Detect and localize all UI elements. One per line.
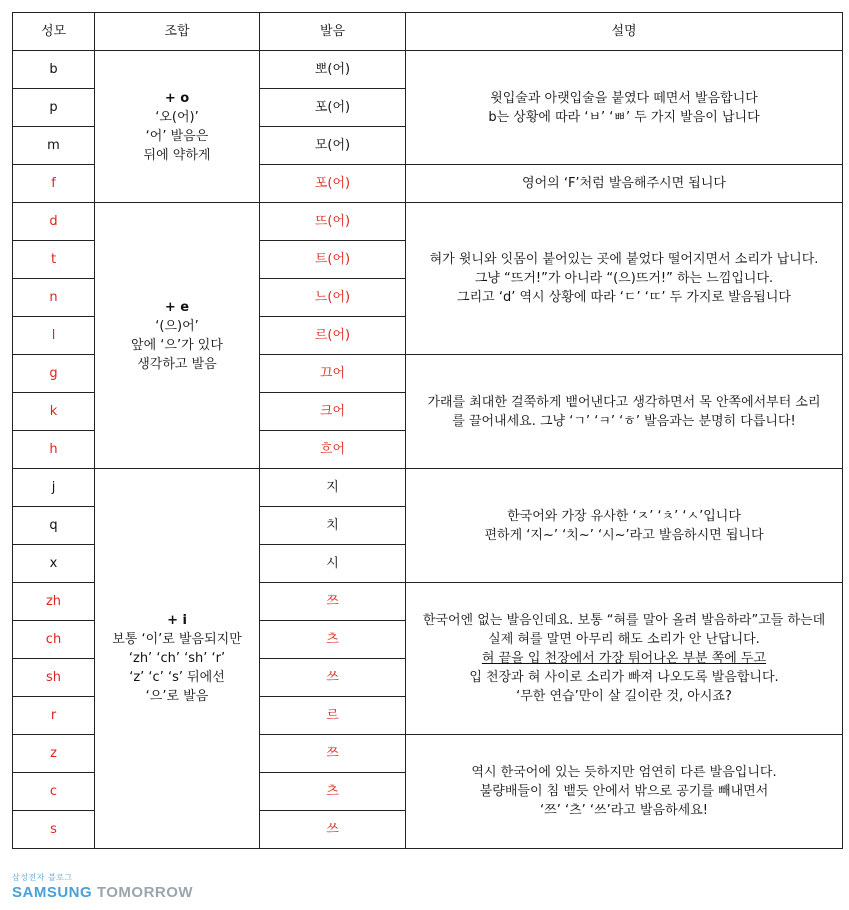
desc-cell-bpm xyxy=(406,51,843,165)
header-initial: 성모 xyxy=(13,13,95,51)
initial-cell: j xyxy=(13,469,95,507)
pron-cell: 츠 xyxy=(260,621,406,659)
initial-cell: h xyxy=(13,431,95,469)
pron-cell: 시 xyxy=(260,545,406,583)
pron-cell: 쓰 xyxy=(260,659,406,697)
desc-line: 를 끌어내세요. 그냥 ‘ㄱ’ ‘ㅋ’ ‘ㅎ’ 발음과는 분명히 다릅니다! xyxy=(452,413,796,429)
desc-line: 그냥 “뜨거!”가 아니라 “(으)뜨거!” 하는 느낌입니다. xyxy=(474,271,774,286)
initial-cell: g xyxy=(13,355,95,393)
desc-line: 편하게 ‘지~’ ‘치~’ ‘시~’라고 발음하시면 됩니다 xyxy=(484,527,764,543)
table-row xyxy=(13,469,843,507)
desc-line: 혀가 윗니와 잇몸이 붙어있는 곳에 붙었다 떨어지면서 소리가 납니다. xyxy=(429,252,819,267)
initial-cell: s xyxy=(13,811,95,849)
desc-line: 가래를 최대한 걸쭉하게 뱉어낸다고 생각하면서 목 안쪽에서부터 소리 xyxy=(427,394,821,410)
combo-cell-e xyxy=(95,203,260,469)
desc-line: 혀 끝을 입 천장에서 가장 튀어나온 부분 쪽에 두고 xyxy=(481,651,767,666)
desc-cell-jqx xyxy=(406,469,843,583)
pron-cell: 치 xyxy=(260,507,406,545)
initial-cell: f xyxy=(13,165,95,203)
pron-cell: 끄어 xyxy=(260,355,406,393)
desc-line: 윗입술과 아랫입술을 붙였다 떼면서 발음합니다 xyxy=(490,90,758,106)
combo-mark: + e xyxy=(164,299,190,315)
pron-cell: 뽀(어) xyxy=(260,51,406,89)
combo-line: 보통 ‘이’로 발음되지만 xyxy=(112,632,242,647)
header-combo: 조합 xyxy=(95,13,260,51)
pron-cell: 크어 xyxy=(260,393,406,431)
desc-line: ‘무한 연습’만이 살 길이란 것, 아시죠? xyxy=(516,689,732,704)
pron-cell: 르(어) xyxy=(260,317,406,355)
desc-line: 한국어엔 없는 발음인데요. 보통 “혀를 말아 올려 발음하라”고들 하는데 xyxy=(422,613,826,628)
initial-cell: q xyxy=(13,507,95,545)
pron-cell: 쯔 xyxy=(260,583,406,621)
pron-cell: 느(어) xyxy=(260,279,406,317)
initial-cell: ch xyxy=(13,621,95,659)
brand-title xyxy=(12,884,193,901)
table-row xyxy=(13,203,843,241)
initial-cell: p xyxy=(13,89,95,127)
initial-cell: c xyxy=(13,773,95,811)
combo-mark: + i xyxy=(167,613,187,628)
pron-cell: 츠 xyxy=(260,773,406,811)
brand-title-part1: SAMSUNG xyxy=(12,884,93,901)
combo-line: ‘오(어)’ xyxy=(155,109,199,125)
combo-cell-o xyxy=(95,51,260,203)
combo-line: 앞에 ‘으’가 있다 xyxy=(131,337,223,353)
desc-line: 한국어와 가장 유사한 ‘ㅈ’ ‘ㅊ’ ‘ㅅ’입니다 xyxy=(507,508,741,524)
initial-cell: z xyxy=(13,735,95,773)
header-desc: 설명 xyxy=(406,13,843,51)
pron-cell: 모(어) xyxy=(260,127,406,165)
brand-logo xyxy=(12,872,193,901)
combo-line: 생각하고 발음 xyxy=(137,356,217,372)
initial-cell: sh xyxy=(13,659,95,697)
initial-cell: l xyxy=(13,317,95,355)
pron-cell: 쯔 xyxy=(260,735,406,773)
pinyin-initials-table xyxy=(12,12,843,849)
combo-line: ‘z’ ‘c’ ‘s’ 뒤에선 xyxy=(129,670,225,685)
desc-line: 그리고 ‘d’ 역시 상황에 따라 ‘ㄷ’ ‘ㄸ’ 두 가지로 발음됩니다 xyxy=(457,290,791,305)
combo-mark: + o xyxy=(164,90,190,106)
desc-line: 입 천장과 혀 사이로 소리가 빠져 나오도록 발음합니다. xyxy=(469,670,779,685)
combo-line: ‘으’로 발음 xyxy=(145,689,209,704)
desc-line: 불량배들이 침 뱉듯 안에서 밖으로 공기를 빼내면서 xyxy=(479,784,769,799)
pron-cell: 흐어 xyxy=(260,431,406,469)
initial-cell: r xyxy=(13,697,95,735)
combo-line: 뒤에 약하게 xyxy=(143,147,211,163)
initial-cell: b xyxy=(13,51,95,89)
pron-cell: 르 xyxy=(260,697,406,735)
initial-cell: n xyxy=(13,279,95,317)
desc-line: 실제 혀를 말면 아무리 해도 소리가 안 난답니다. xyxy=(488,632,760,647)
desc-cell-gkh xyxy=(406,355,843,469)
combo-line: ‘zh’ ‘ch’ ‘sh’ ‘r’ xyxy=(128,651,226,666)
pron-cell: 지 xyxy=(260,469,406,507)
header-row xyxy=(13,13,843,51)
combo-cell-i xyxy=(95,469,260,849)
pron-cell: 트(어) xyxy=(260,241,406,279)
initial-cell: t xyxy=(13,241,95,279)
table-row xyxy=(13,51,843,89)
brand-subtitle: 삼성전자 블로그 xyxy=(12,873,73,882)
desc-cell-f: 영어의 ‘F’처럼 발음해주시면 됩니다 xyxy=(406,165,843,203)
pron-cell: 쓰 xyxy=(260,811,406,849)
pron-cell: 포(어) xyxy=(260,89,406,127)
initial-cell: m xyxy=(13,127,95,165)
desc-line: 역시 한국어에 있는 듯하지만 엄연히 다른 발음입니다. xyxy=(471,765,777,780)
header-pron: 발음 xyxy=(260,13,406,51)
desc-cell-dtnl xyxy=(406,203,843,355)
combo-line: ‘(으)어’ xyxy=(155,318,199,334)
combo-line: ‘어’ 발음은 xyxy=(145,128,209,144)
pron-cell: 뜨(어) xyxy=(260,203,406,241)
pron-cell: 포(어) xyxy=(260,165,406,203)
brand-title-part2: TOMORROW xyxy=(96,884,194,901)
desc-cell-zcs xyxy=(406,735,843,849)
desc-cell-zhchshr xyxy=(406,583,843,735)
initial-cell: x xyxy=(13,545,95,583)
initial-cell: d xyxy=(13,203,95,241)
desc-line: ‘쯔’ ‘츠’ ‘쓰’라고 발음하세요! xyxy=(540,803,708,818)
desc-line: b는 상황에 따라 ‘ㅂ’ ‘ㅃ’ 두 가지 발음이 납니다 xyxy=(488,109,760,125)
initial-cell: zh xyxy=(13,583,95,621)
initial-cell: k xyxy=(13,393,95,431)
